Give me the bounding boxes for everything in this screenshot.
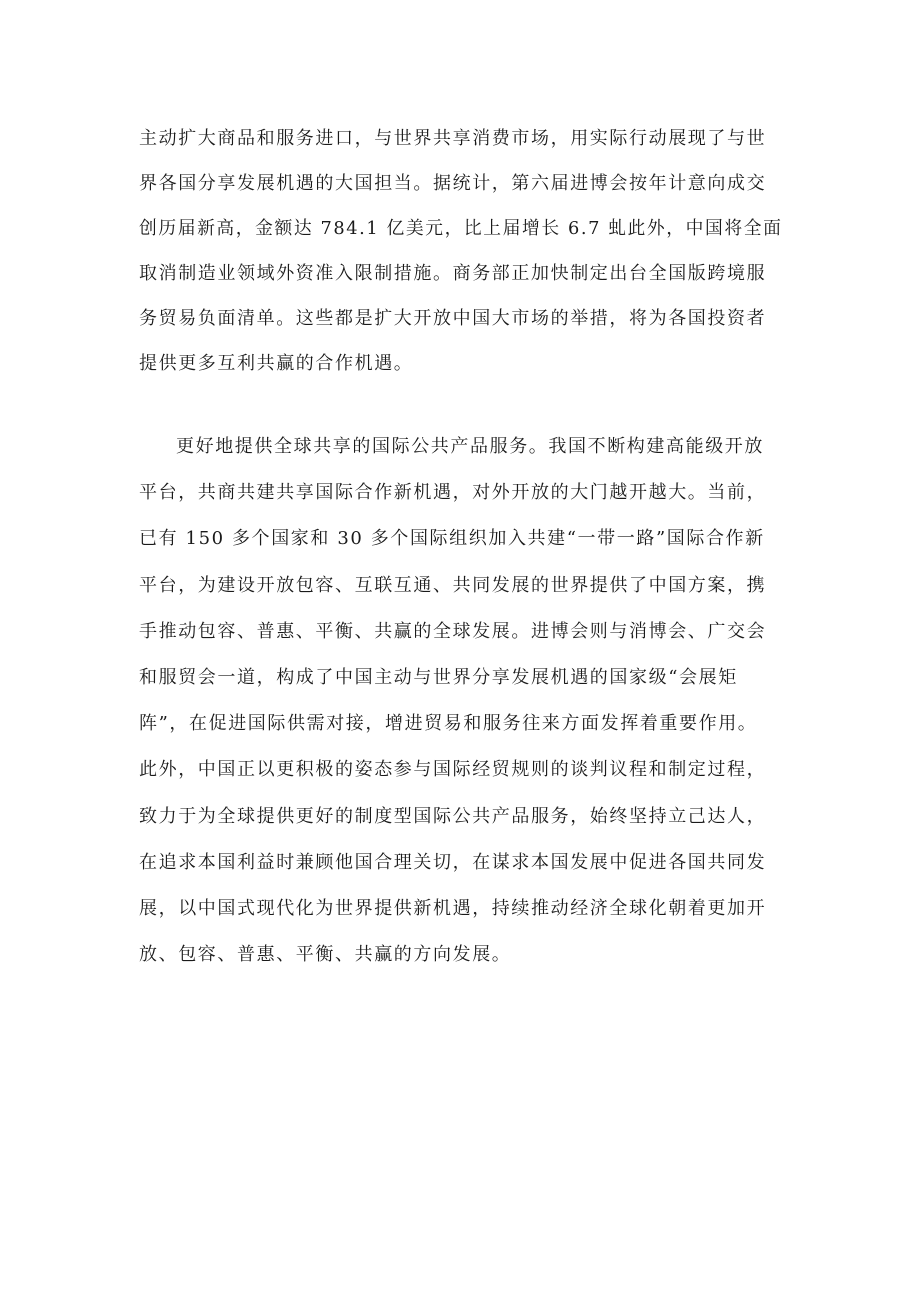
paragraph-1-line-3: 创历届新高，金额达 784.1 亿美元，比上届增长 6.7 虬此外，中国将全面: [139, 218, 783, 239]
paragraph-1-line-4: 取消制造业领域外资准入限制措施。商务部正加快制定出台全国版跨境服: [139, 263, 767, 284]
paragraph-2-line-4: 平台，为建设开放包容、互联互通、共同发展的世界提供了中国方案，携: [139, 575, 767, 596]
paragraph-2-line-3: 已有 150 多个国家和 30 多个国际组织加入共建“一带一路”国际合作新: [139, 528, 765, 549]
paragraph-2-line-8: 此外，中国正以更积极的姿态参与国际经贸规则的谈判议程和制定过程，: [139, 759, 767, 780]
paragraph-2-line-9: 致力于为全球提供更好的制度型国际公共产品服务，始终坚持立己达人，: [139, 806, 767, 827]
paragraph-2-line-11: 展，以中国式现代化为世界提供新机遇，持续推动经济全球化朝着更加开: [139, 898, 767, 919]
paragraph-1-line-5: 务贸易负面清单。这些都是扩大开放中国大市场的举措，将为各国投资者: [139, 308, 767, 329]
paragraph-2-line-1: 更好地提供全球共享的国际公共产品服务。我国不断构建高能级开放: [176, 436, 764, 457]
paragraph-2-line-5: 手推动包容、普惠、平衡、共赢的全球发展。进博会则与消博会、广交会: [139, 621, 767, 642]
paragraph-2-line-6: 和服贸会一道，构成了中国主动与世界分享发展机遇的国家级“会展矩: [139, 667, 738, 688]
paragraph-1-line-1: 主动扩大商品和服务进口，与世界共享消费市场，用实际行动展现了与世: [139, 128, 767, 149]
paragraph-2-line-7: 阵”，在促进国际供需对接，增进贸易和服务往来方面发挥着重要作用。: [139, 713, 758, 734]
paragraph-1-line-6: 提供更多互利共赢的合作机遇。: [139, 353, 414, 374]
paragraph-2-line-2: 平台，共商共建共享国际合作新机遇，对外开放的大门越开越大。当前，: [139, 482, 767, 503]
paragraph-2-line-12: 放、包容、普惠、平衡、共赢的方向发展。: [139, 944, 512, 965]
paragraph-1-line-2: 界各国分享发展机遇的大国担当。据统计，第六届进博会按年计意向成交: [139, 173, 767, 194]
paragraph-2-line-10: 在追求本国利益时兼顾他国合理关切，在谋求本国发展中促进各国共同发: [139, 852, 767, 873]
